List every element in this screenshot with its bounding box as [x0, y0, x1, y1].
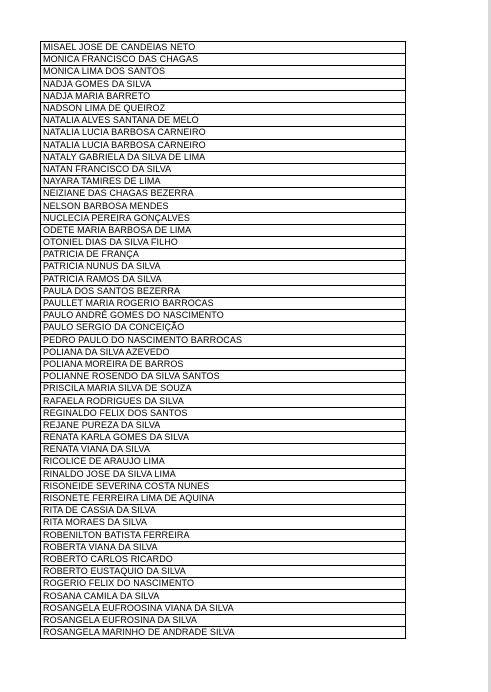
table-row — [41, 297, 406, 309]
name-cell: RAFAELA RODRIGUES DA SILVA — [41, 395, 406, 407]
name-cell: NEIZIANE DAS CHAGAS BEZERRA — [41, 188, 406, 200]
table-row — [41, 78, 406, 90]
name-cell: ODETE MARIA BARBOSA DE LIMA — [41, 224, 406, 236]
name-cell: NADSON LIMA DE QUEIROZ — [41, 102, 406, 114]
name-cell: RINALDO JOSE DA SILVA LIMA — [41, 468, 406, 480]
table-row — [41, 249, 406, 261]
name-cell: RITA DE CASSIA DA SILVA — [41, 505, 406, 517]
name-cell: PATRICIA DE FRANÇA — [41, 249, 406, 261]
table-row — [41, 176, 406, 188]
table-row — [41, 602, 406, 614]
table-row — [41, 371, 406, 383]
table-row — [41, 54, 406, 66]
table-row — [41, 407, 406, 419]
table-row — [41, 419, 406, 431]
table-row — [41, 444, 406, 456]
name-cell: NATALIA LUCIA BARBOSA CARNEIRO — [41, 127, 406, 139]
table-row — [41, 627, 406, 639]
name-cell: RISONETE FERREIRA LIMA DE AQUINA — [41, 492, 406, 504]
table-row — [41, 590, 406, 602]
name-cell: RITA MORAES DA SILVA — [41, 517, 406, 529]
table-row — [41, 358, 406, 370]
name-cell: OTONIEL DIAS DA SILVA FILHO — [41, 237, 406, 249]
name-cell: PATRICIA NUNUS DA SILVA — [41, 261, 406, 273]
name-cell: NATAN FRANCISCO DA SILVA — [41, 163, 406, 175]
name-cell: MISAEL JOSE DE CANDEIAS NETO — [41, 42, 406, 54]
table-row — [41, 66, 406, 78]
table-row — [41, 432, 406, 444]
table-row — [41, 456, 406, 468]
name-cell: RICOLICE DE ARAUJO LIMA — [41, 456, 406, 468]
table-row — [41, 273, 406, 285]
table-row — [41, 139, 406, 151]
table-row — [41, 90, 406, 102]
name-cell: ROBENILTON BATISTA FERREIRA — [41, 529, 406, 541]
table-row — [41, 310, 406, 322]
table-row — [41, 42, 406, 54]
table-row — [41, 566, 406, 578]
table-row — [41, 614, 406, 626]
name-cell: ROSANGELA EUFROSINA DA SILVA — [41, 614, 406, 626]
table-row — [41, 553, 406, 565]
table-row — [41, 517, 406, 529]
name-cell: NATALIA LUCIA BARBOSA CARNEIRO — [41, 139, 406, 151]
name-cell: RISONEIDE SEVERINA COSTA NUNES — [41, 480, 406, 492]
name-cell: MONICA LIMA DOS SANTOS — [41, 66, 406, 78]
name-cell: PAULLET MARIA ROGERIO BARROCAS — [41, 297, 406, 309]
name-cell: NADJA MARIA BARRETO — [41, 90, 406, 102]
name-cell: RENATA VIANA DA SILVA — [41, 444, 406, 456]
table-row — [41, 334, 406, 346]
name-cell: POLIANA MOREIRA DE BARROS — [41, 358, 406, 370]
table-row — [41, 383, 406, 395]
name-cell: POLIANA DA SILVA AZEVEDO — [41, 346, 406, 358]
table-row — [41, 468, 406, 480]
name-cell: NADJA GOMES DA SILVA — [41, 78, 406, 90]
name-cell: NATALIA ALVES SANTANA DE MELO — [41, 115, 406, 127]
table-row — [41, 188, 406, 200]
name-cell: PRISCILA MARIA SILVA DE SOUZA — [41, 383, 406, 395]
table-row — [41, 529, 406, 541]
name-cell: RENATA KARLA GOMES DA SILVA — [41, 432, 406, 444]
name-cell: PEDRO PAULO DO NASCIMENTO BARROCAS — [41, 334, 406, 346]
table-row — [41, 541, 406, 553]
table-row — [41, 285, 406, 297]
table-row — [41, 505, 406, 517]
name-cell: PAULA DOS SANTOS BEZERRA — [41, 285, 406, 297]
name-cell: PATRICIA RAMOS DA SILVA — [41, 273, 406, 285]
table-row — [41, 322, 406, 334]
table-row — [41, 578, 406, 590]
table-row — [41, 127, 406, 139]
name-cell: ROBERTA VIANA DA SILVA — [41, 541, 406, 553]
table-row — [41, 212, 406, 224]
table-row — [41, 395, 406, 407]
name-cell: REGINALDO FELIX DOS SANTOS — [41, 407, 406, 419]
table-row — [41, 237, 406, 249]
name-cell: ROBERTO CARLOS RICARDO — [41, 553, 406, 565]
table-row — [41, 346, 406, 358]
name-cell: NELSON BARBOSA MENDES — [41, 200, 406, 212]
table-row — [41, 115, 406, 127]
name-cell: NUCLECIA PEREIRA GONÇALVES — [41, 212, 406, 224]
name-cell: REJANE PUREZA DA SILVA — [41, 419, 406, 431]
name-cell: NAYARA TAMIRES DE LIMA — [41, 176, 406, 188]
table-row — [41, 480, 406, 492]
names-table-body — [41, 42, 406, 639]
table-row — [41, 492, 406, 504]
name-cell: POLIANNE ROSENDO DA SILVA SANTOS — [41, 371, 406, 383]
names-table — [40, 41, 406, 639]
name-cell: NATALY GABRIELA DA SILVA DE LIMA — [41, 151, 406, 163]
table-row — [41, 151, 406, 163]
name-cell: ROSANGELA MARINHO DE ANDRADE SILVA — [41, 627, 406, 639]
name-cell: ROSANA CAMILA DA SILVA — [41, 590, 406, 602]
table-row — [41, 224, 406, 236]
table-row — [41, 261, 406, 273]
table-row — [41, 200, 406, 212]
table-row — [41, 102, 406, 114]
name-cell: ROSANGELA EUFROOSINA VIANA DA SILVA — [41, 602, 406, 614]
name-cell: PAULO SERGIO DA CONCEIÇÃO — [41, 322, 406, 334]
table-row — [41, 163, 406, 175]
name-cell: ROGERIO FELIX DO NASCIMENTO — [41, 578, 406, 590]
name-cell: PAULO ANDRÉ GOMES DO NASCIMENTO — [41, 310, 406, 322]
name-cell: ROBERTO EUSTAQUIO DA SILVA — [41, 566, 406, 578]
name-cell: MONICA FRANCISCO DAS CHAGAS — [41, 54, 406, 66]
